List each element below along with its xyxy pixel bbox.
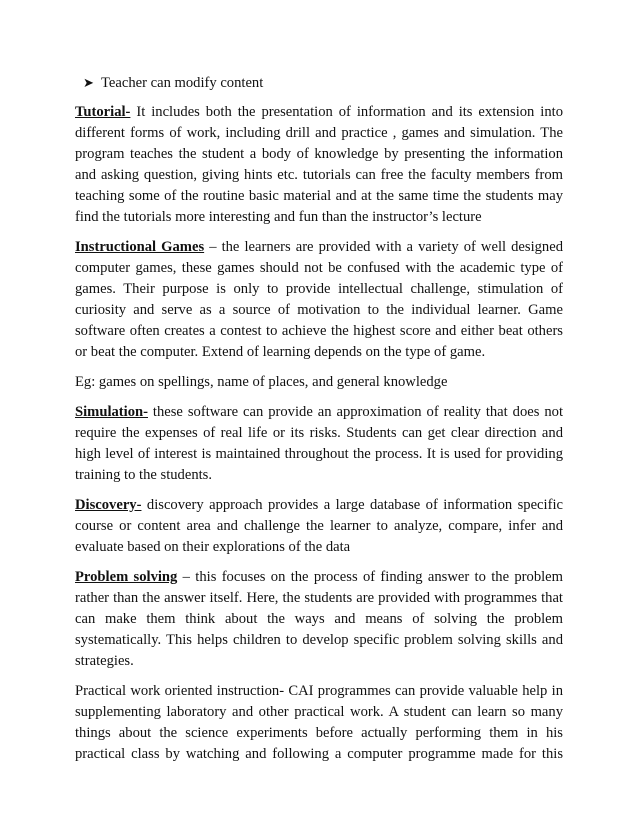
paragraph-body: Eg: games on spellings, name of places, and general knowledge [75, 374, 448, 390]
paragraph-body: – the learners are provided with a variety of well designed computer games, these games should not be confused with the academic type of games. Their purpose is only to provide intellectual challenge, stimulation of curiosity and serve as a source of motivation to the individual learner. Game software often creates a contest to achieve the highest score and either beat others or beat the computer. Extend of learning depends on the type of game. [75, 239, 563, 360]
paragraph-example [75, 372, 563, 393]
paragraph-instructional-games [75, 237, 563, 363]
paragraph-tutorial [75, 102, 563, 228]
bullet-text: Teacher can modify content [101, 75, 264, 91]
term-heading: Instructional Games [75, 239, 205, 255]
term-heading: Tutorial- [75, 104, 131, 120]
document-page [75, 72, 563, 774]
term-heading: Simulation- [75, 404, 148, 420]
paragraph-body: these software can provide an approximation of reality that does not require the expenses of real life or its risks. Students can get clear direction and high level of interest is maintained throughout the process. It is used for providing training to the students. [75, 404, 563, 483]
paragraph-simulation [75, 402, 563, 486]
paragraph-body: – this focuses on the process of finding answer to the problem rather than the answer itself. Here, the students are provided with programmes that can make them think about the ways and means of solving the problem systematically. This helps children to develop specific problem solving skills and strategies. [75, 569, 563, 669]
paragraph-practical-work [75, 681, 563, 765]
paragraph-body: Practical work oriented instruction- CAI programmes can provide valuable help in supplementing laboratory and other practical work. A student can learn so many things about the science experiments before actually performing them in his practical class by watching and following a computer programme made for this [75, 683, 563, 762]
term-heading: Problem solving [75, 569, 178, 585]
term-heading: Discovery- [75, 497, 142, 513]
bullet-item [75, 72, 563, 94]
arrow-bullet-icon: ➤ [83, 75, 94, 90]
paragraph-discovery [75, 495, 563, 558]
paragraph-problem-solving [75, 567, 563, 672]
paragraph-body: discovery approach provides a large database of information specific course or content area and challenge the learner to analyze, compare, infer and evaluate based on their explorations of the data [75, 497, 563, 555]
paragraph-body: It includes both the presentation of information and its extension into different forms of work, including drill and practice , games and simulation. The program teaches the student a body of knowledge by presenting the information and asking question, giving hints etc. tutorials can free the faculty members from teaching some of the routine basic material and at the same time the students may find the tutorials more interesting and fun than the instructor’s lecture [75, 104, 563, 225]
